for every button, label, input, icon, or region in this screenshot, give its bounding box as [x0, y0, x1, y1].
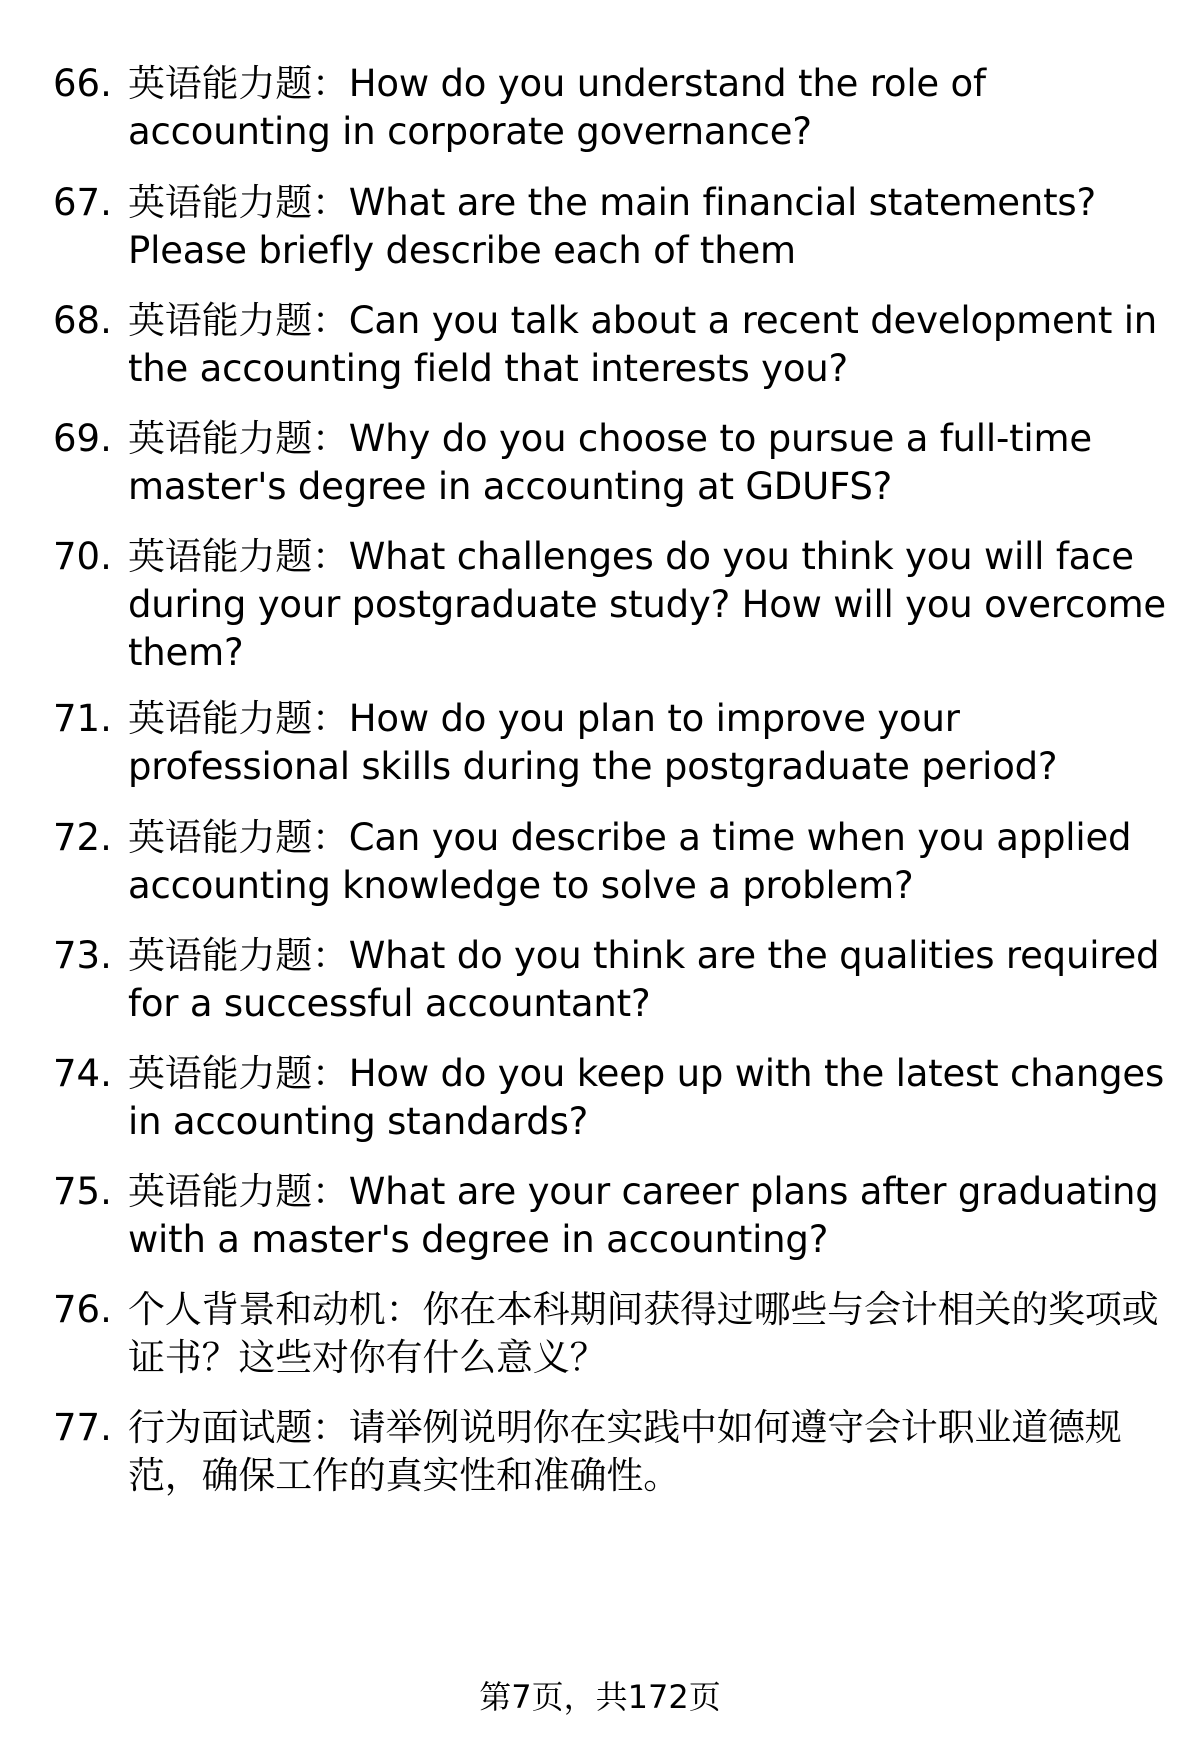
question-text: 英语能力题：What are the main financial statements? Please briefly describe each of them	[128, 181, 1096, 272]
question-number: 74.	[53, 1052, 112, 1095]
question-text: 英语能力题：What are your career plans after graduating with a master's degree in accounting?	[128, 1170, 1159, 1261]
question-number: 71.	[53, 697, 112, 740]
question-number: 68.	[53, 299, 112, 342]
question-number: 73.	[53, 934, 112, 977]
question-text: 英语能力题：Can you describe a time when you applied accounting knowledge to solve a problem?	[128, 816, 1132, 907]
question-text: 英语能力题：How do you understand the role of accounting in corporate governance?	[128, 62, 986, 153]
question-text: 英语能力题：How do you keep up with the latest changes in accounting standards?	[128, 1052, 1165, 1143]
question-text: 英语能力题：What challenges do you think you will face during your postgraduate study? How will you overcome them?	[128, 535, 1166, 674]
question-text: 英语能力题：Why do you choose to pursue a full-time master's degree in accounting at GDUFS?	[128, 417, 1092, 508]
question-number: 70.	[53, 535, 112, 578]
question-number: 69.	[53, 417, 112, 460]
question-number: 75.	[53, 1170, 112, 1213]
question-number: 72.	[53, 816, 112, 859]
question-number: 76.	[53, 1288, 112, 1331]
page-footer: 第7页，共172页	[479, 1678, 721, 1716]
question-number: 67.	[53, 181, 112, 224]
question-text: 英语能力题：What do you think are the qualities required for a successful accountant?	[128, 934, 1160, 1025]
question-number: 77.	[53, 1406, 112, 1449]
question-number: 66.	[53, 62, 112, 105]
question-text: 行为面试题：请举例说明你在实践中如何遵守会计职业道德规范，确保工作的真实性和准确性。	[128, 1406, 1122, 1497]
question-text: 个人背景和动机：你在本科期间获得过哪些与会计相关的奖项或证书？这些对你有什么意义？	[128, 1288, 1159, 1379]
question-text: 英语能力题：Can you talk about a recent development in the accounting field that interests you?	[128, 299, 1158, 390]
question-text: 英语能力题：How do you plan to improve your professional skills during the postgraduate period?	[128, 697, 1058, 788]
